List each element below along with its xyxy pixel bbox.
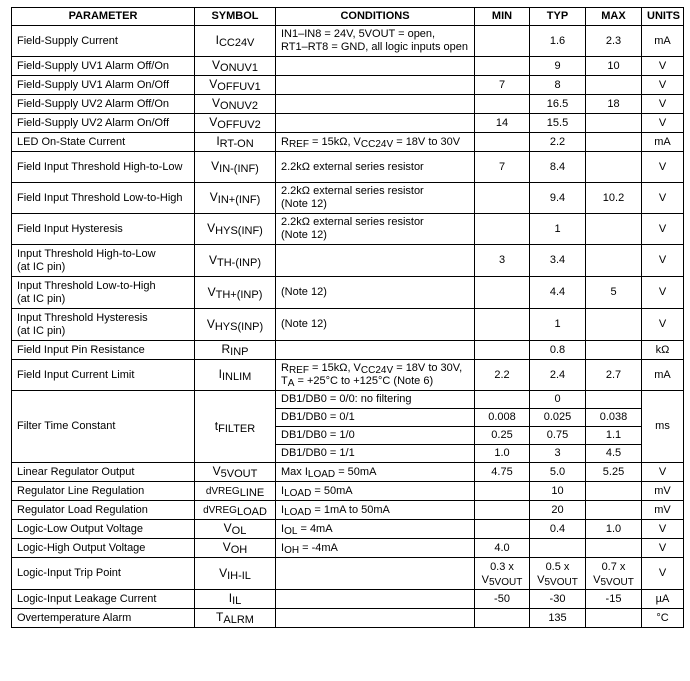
symbol-subscript: IN-(INF): [219, 163, 259, 175]
typ-cell: [530, 539, 586, 558]
condition-text: = 18V to 30V: [393, 135, 461, 148]
condition-subscript: REF: [288, 138, 309, 150]
symbol-subscript: LINE: [239, 486, 265, 499]
typ-cell: 4.4: [530, 277, 586, 309]
condition-text: R: [281, 362, 289, 374]
symbol-main: I: [228, 591, 233, 605]
header-symbol: SYMBOL: [195, 8, 276, 26]
symbol-main: V: [208, 252, 217, 267]
parameter-cell: Overtemperature Alarm: [12, 609, 195, 628]
typ-cell: 1: [530, 214, 586, 245]
symbol-subscript: LOAD: [236, 505, 267, 518]
parameter-cell: Linear Regulator Output: [12, 463, 195, 482]
symbol-subscript: TH+(INP): [215, 288, 263, 301]
parameter-cell: Field-Supply UV2 Alarm Off/On: [12, 95, 195, 114]
min-cell: [475, 391, 530, 409]
symbol-subscript: IH-IL: [227, 569, 251, 582]
table-row: [12, 183, 684, 214]
symbol-subscript: CC24V: [218, 37, 255, 49]
table-row: [12, 539, 684, 558]
symbol-subscript: ALRM: [223, 614, 254, 626]
condition-subscript: OL: [284, 525, 298, 537]
symbol-main: V: [212, 464, 221, 478]
symbol-cell: [195, 463, 276, 482]
units-cell: V: [642, 57, 684, 76]
parameter-cell: Field-Supply UV1 Alarm On/Off: [12, 76, 195, 95]
min-cell: [475, 520, 530, 539]
max-cell: [586, 501, 642, 520]
typ-cell: 9: [530, 57, 586, 76]
conditions-cell: [276, 245, 475, 277]
condition-subscript: LOAD: [284, 506, 312, 518]
table-row: [12, 214, 684, 245]
trip-subscript: 5VOUT: [600, 576, 634, 588]
table-row: [12, 76, 684, 95]
trip-symbol: V: [593, 573, 601, 586]
conditions-cell: [276, 539, 475, 558]
symbol-main: V: [206, 316, 215, 331]
conditions-cell: [276, 95, 475, 114]
min-cell: [475, 341, 530, 360]
typ-cell: 5.0: [530, 463, 586, 482]
condition-subscript: REF: [288, 365, 309, 376]
parameter-cell: Field-Supply UV2 Alarm On/Off: [12, 114, 195, 133]
typ-cell: 15.5: [530, 114, 586, 133]
symbol-main: V: [212, 58, 221, 72]
symbol-main: V: [207, 221, 216, 235]
electrical-characteristics-table: [11, 7, 684, 628]
parameter-cell: Field Input Threshold High-to-Low: [12, 152, 195, 183]
table-row: [12, 57, 684, 76]
symbol-subscript: ONUV2: [220, 100, 258, 112]
parameter-cell: Logic-Input Leakage Current: [12, 590, 195, 609]
units-cell: V: [642, 95, 684, 114]
units-cell: V: [642, 152, 684, 183]
symbol-main: I: [216, 134, 220, 148]
table-row: [12, 341, 684, 360]
table-row: [12, 463, 684, 482]
max-cell: 1.0: [586, 520, 642, 539]
max-cell: [586, 214, 642, 245]
max-cell: [586, 341, 642, 360]
conditions-cell: [276, 57, 475, 76]
table-row: [12, 501, 684, 520]
units-cell: mV: [642, 501, 684, 520]
symbol-main: V: [209, 77, 218, 91]
min-cell: [475, 482, 530, 501]
units-cell: V: [642, 76, 684, 95]
conditions-cell: [276, 558, 475, 590]
filter-row: [12, 391, 684, 409]
typ-cell: 8.4: [530, 152, 586, 183]
condition-subscript: LOAD: [307, 468, 336, 480]
max-cell: -15: [586, 590, 642, 609]
symbol-main: t: [214, 418, 219, 433]
condition-subscript: A: [287, 378, 295, 389]
min-cell: [475, 309, 530, 341]
condition-text: I: [281, 541, 285, 554]
max-cell: 2.7: [586, 360, 642, 391]
parameter-cell: Field Input Threshold Low-to-High: [12, 183, 195, 214]
symbol-cell: [195, 76, 276, 95]
symbol-main: V: [207, 284, 216, 299]
symbol-subscript: INLIM: [222, 371, 252, 383]
conditions-cell: DB1/DB0 = 1/1: [276, 445, 475, 463]
max-cell: 10.2: [586, 183, 642, 214]
typ-cell: 0.75: [530, 427, 586, 445]
table-row: [12, 590, 684, 609]
typ-cell: -30: [530, 590, 586, 609]
max-cell: [586, 76, 642, 95]
trip-factor: 0.3 x: [490, 560, 514, 573]
symbol-cell: [195, 57, 276, 76]
table-row: [12, 609, 684, 628]
symbol-main: V: [209, 190, 218, 204]
conditions-cell: [276, 133, 475, 152]
parameter-cell: Regulator Load Regulation: [12, 501, 195, 520]
conditions-cell: DB1/DB0 = 0/1: [276, 409, 475, 427]
symbol-cell: [195, 341, 276, 360]
min-cell: 14: [475, 114, 530, 133]
max-cell: [586, 245, 642, 277]
symbol-subscript: OL: [231, 525, 247, 537]
typ-cell: 0.025: [530, 409, 586, 427]
symbol-subscript: IN+(INF): [217, 194, 261, 206]
symbol-cell: [195, 277, 276, 309]
parameter-cell: Field Input Hysteresis: [12, 214, 195, 245]
symbol-main: V: [209, 115, 218, 129]
max-cell: [586, 391, 642, 409]
condition-text: I: [281, 522, 285, 535]
header-min: MIN: [475, 8, 530, 26]
parameter-cell: Input Threshold Hysteresis (at IC pin): [12, 309, 195, 341]
typ-cell: 2.4: [530, 360, 586, 391]
symbol-cell: [195, 133, 276, 152]
table-row: [12, 558, 684, 590]
max-cell: 4.5: [586, 445, 642, 463]
conditions-cell: [276, 76, 475, 95]
symbol-cell: [195, 501, 276, 520]
units-cell: mA: [642, 360, 684, 391]
units-cell: V: [642, 214, 684, 245]
symbol-subscript: 5VOUT: [220, 468, 258, 480]
trip-symbol: V: [481, 573, 489, 586]
parameter-cell: Logic-Input Trip Point: [12, 558, 195, 590]
symbol-cell: [195, 520, 276, 539]
symbol-cell: [195, 609, 276, 628]
max-cell: 2.3: [586, 26, 642, 57]
conditions-cell: [276, 590, 475, 609]
min-cell: -50: [475, 590, 530, 609]
units-cell: V: [642, 277, 684, 309]
units-cell: V: [642, 539, 684, 558]
table-row: [12, 114, 684, 133]
conditions-cell: [276, 341, 475, 360]
max-cell: [586, 309, 642, 341]
units-cell: V: [642, 245, 684, 277]
typ-cell: 9.4: [530, 183, 586, 214]
min-cell: [475, 26, 530, 57]
min-cell: 7: [475, 152, 530, 183]
typ-cell: 0.4: [530, 520, 586, 539]
symbol-main: R: [221, 342, 231, 356]
min-cell: 4.0: [475, 539, 530, 558]
typ-cell: 0.8: [530, 341, 586, 360]
conditions-cell: [276, 114, 475, 133]
condition-subscript: CC24V: [360, 138, 394, 150]
table-row: [12, 309, 684, 341]
max-cell: [586, 114, 642, 133]
parameter-cell: Logic-Low Output Voltage: [12, 520, 195, 539]
symbol-cell: [195, 114, 276, 133]
typ-cell: 3.4: [530, 245, 586, 277]
condition-text: I: [281, 503, 285, 516]
condition-text: Max I: [281, 465, 308, 478]
units-cell: V: [642, 558, 684, 590]
units-cell: mV: [642, 482, 684, 501]
units-cell: ms: [642, 391, 684, 463]
min-cell: 4.75: [475, 463, 530, 482]
conditions-cell: [276, 501, 475, 520]
symbol-cell: [195, 360, 276, 391]
max-cell: 1.1: [586, 427, 642, 445]
symbol-main: V: [219, 565, 228, 580]
conditions-cell: 2.2kΩ external series resistor (Note 12): [276, 183, 475, 214]
units-cell: V: [642, 520, 684, 539]
symbol-cell: [195, 558, 276, 590]
condition-subscript: CC24V: [360, 365, 394, 376]
symbol-main: I: [218, 367, 222, 381]
table-row: [12, 277, 684, 309]
typ-cell: 3: [530, 445, 586, 463]
conditions-cell: [276, 463, 475, 482]
symbol-cell: [195, 482, 276, 501]
units-cell: kΩ: [642, 341, 684, 360]
condition-subscript: LOAD: [284, 487, 312, 499]
typ-cell: 1.6: [530, 26, 586, 57]
min-cell: 3: [475, 245, 530, 277]
symbol-cell: [195, 26, 276, 57]
symbol-subscript: TH-(INP): [217, 256, 261, 269]
condition-text: = 18V to 30V,: [393, 362, 463, 374]
typ-cell: 10: [530, 482, 586, 501]
trip-subscript: 5VOUT: [544, 576, 578, 588]
table-row: [12, 133, 684, 152]
typ-cell: 0: [530, 391, 586, 409]
symbol-subscript: HYS(INF): [215, 225, 263, 237]
min-cell: [475, 183, 530, 214]
conditions-cell: 2.2kΩ external series resistor: [276, 152, 475, 183]
condition-text: R: [281, 135, 289, 148]
symbol-main: dVREG: [203, 504, 237, 516]
table-row: [12, 245, 684, 277]
table-row: [12, 95, 684, 114]
units-cell: mA: [642, 26, 684, 57]
symbol-subscript: OH: [230, 544, 248, 556]
units-cell: µA: [642, 590, 684, 609]
max-cell: 10: [586, 57, 642, 76]
typ-cell: 1: [530, 309, 586, 341]
condition-text: = -4mA: [299, 541, 338, 554]
condition-text: = 4mA: [297, 522, 333, 535]
min-cell: [475, 609, 530, 628]
condition-text: = 15kΩ, V: [308, 362, 361, 374]
max-cell: 0.038: [586, 409, 642, 427]
table-row: [12, 520, 684, 539]
min-cell: [475, 277, 530, 309]
typ-cell: 135: [530, 609, 586, 628]
header-typ: TYP: [530, 8, 586, 26]
table-row: [12, 152, 684, 183]
min-cell: 2.2: [475, 360, 530, 391]
symbol-cell: [195, 539, 276, 558]
min-cell: [475, 214, 530, 245]
table-header-row: [12, 8, 684, 26]
symbol-cell: [195, 391, 276, 463]
conditions-cell: [276, 520, 475, 539]
symbol-main: I: [215, 33, 219, 47]
header-conditions: CONDITIONS: [276, 8, 475, 26]
max-cell: 18: [586, 95, 642, 114]
max-cell: 5.25: [586, 463, 642, 482]
trip-subscript: 5VOUT: [489, 576, 523, 588]
symbol-cell: [195, 95, 276, 114]
units-cell: °C: [642, 609, 684, 628]
conditions-cell: IN1–IN8 = 24V, 5VOUT = open, RT1–RT8 = GND, all logic inputs open: [276, 26, 475, 57]
min-cell: [475, 133, 530, 152]
condition-text: = 50mA: [335, 465, 377, 478]
typ-cell: 20: [530, 501, 586, 520]
header-parameter: PARAMETER: [12, 8, 195, 26]
condition-subscript: OH: [284, 544, 300, 556]
min-cell: 0.25: [475, 427, 530, 445]
max-cell: 5: [586, 277, 642, 309]
parameter-cell: LED On-State Current: [12, 133, 195, 152]
units-cell: V: [642, 114, 684, 133]
min-cell: 1.0: [475, 445, 530, 463]
symbol-subscript: HYS(INP): [214, 320, 264, 333]
parameter-cell: Field Input Current Limit: [12, 360, 195, 391]
symbol-subscript: ONUV1: [220, 62, 258, 74]
conditions-cell: [276, 360, 475, 391]
max-cell: [586, 133, 642, 152]
condition-text: = +25°C to +125°C (Note 6): [294, 375, 434, 387]
header-units: UNITS: [642, 8, 684, 26]
table-row: [12, 26, 684, 57]
symbol-cell: [195, 590, 276, 609]
table-row: [12, 482, 684, 501]
trip-factor: 0.5 x: [545, 560, 570, 573]
units-cell: mA: [642, 133, 684, 152]
parameter-cell: Field-Supply Current: [12, 26, 195, 57]
parameter-cell: Input Threshold Low-to-High (at IC pin): [12, 277, 195, 309]
conditions-cell: (Note 12): [276, 309, 475, 341]
trip-typ-cell: [530, 558, 586, 590]
max-cell: [586, 539, 642, 558]
parameter-cell: Logic-High Output Voltage: [12, 539, 195, 558]
symbol-subscript: INP: [230, 346, 249, 358]
conditions-cell: DB1/DB0 = 1/0: [276, 427, 475, 445]
parameter-cell: Input Threshold High-to-Low (at IC pin): [12, 245, 195, 277]
parameter-cell: Field-Supply UV1 Alarm Off/On: [12, 57, 195, 76]
symbol-cell: [195, 152, 276, 183]
symbol-subscript: IL: [232, 595, 242, 607]
min-cell: [475, 501, 530, 520]
trip-symbol: V: [537, 573, 545, 586]
condition-text: = 15kΩ, V: [308, 135, 361, 148]
min-cell: [475, 57, 530, 76]
conditions-cell: [276, 609, 475, 628]
symbol-main: V: [223, 521, 232, 535]
units-cell: V: [642, 463, 684, 482]
typ-cell: 2.2: [530, 133, 586, 152]
typ-cell: 16.5: [530, 95, 586, 114]
condition-text: T: [281, 375, 288, 387]
conditions-cell: [276, 482, 475, 501]
min-cell: 7: [475, 76, 530, 95]
condition-text: = 50mA: [311, 484, 353, 497]
trip-max-cell: [586, 558, 642, 590]
symbol-cell: [195, 245, 276, 277]
symbol-main: T: [216, 610, 224, 624]
conditions-cell: (Note 12): [276, 277, 475, 309]
parameter-cell: Filter Time Constant: [12, 391, 195, 463]
header-max: MAX: [586, 8, 642, 26]
condition-text: = 1mA to 50mA: [311, 503, 390, 516]
symbol-subscript: RT-ON: [219, 138, 254, 150]
max-cell: [586, 152, 642, 183]
trip-min-cell: [475, 558, 530, 590]
symbol-subscript: OFFUV1: [217, 81, 261, 93]
trip-factor: 0.7 x: [601, 560, 626, 573]
conditions-cell: DB1/DB0 = 0/0: no filtering: [276, 391, 475, 409]
table-row: [12, 360, 684, 391]
symbol-cell: [195, 214, 276, 245]
units-cell: V: [642, 309, 684, 341]
min-cell: 0.008: [475, 409, 530, 427]
symbol-main: V: [222, 540, 231, 554]
typ-cell: 8: [530, 76, 586, 95]
symbol-main: V: [211, 159, 220, 173]
max-cell: [586, 482, 642, 501]
symbol-main: dVREG: [205, 485, 240, 497]
parameter-cell: Regulator Line Regulation: [12, 482, 195, 501]
condition-text: I: [281, 484, 285, 497]
symbol-subscript: FILTER: [218, 422, 256, 435]
symbol-main: V: [212, 96, 221, 110]
units-cell: V: [642, 183, 684, 214]
parameter-cell: Field Input Pin Resistance: [12, 341, 195, 360]
symbol-cell: [195, 183, 276, 214]
symbol-subscript: OFFUV2: [217, 119, 261, 131]
max-cell: [586, 609, 642, 628]
symbol-cell: [195, 309, 276, 341]
min-cell: [475, 95, 530, 114]
conditions-cell: 2.2kΩ external series resistor (Note 12): [276, 214, 475, 245]
